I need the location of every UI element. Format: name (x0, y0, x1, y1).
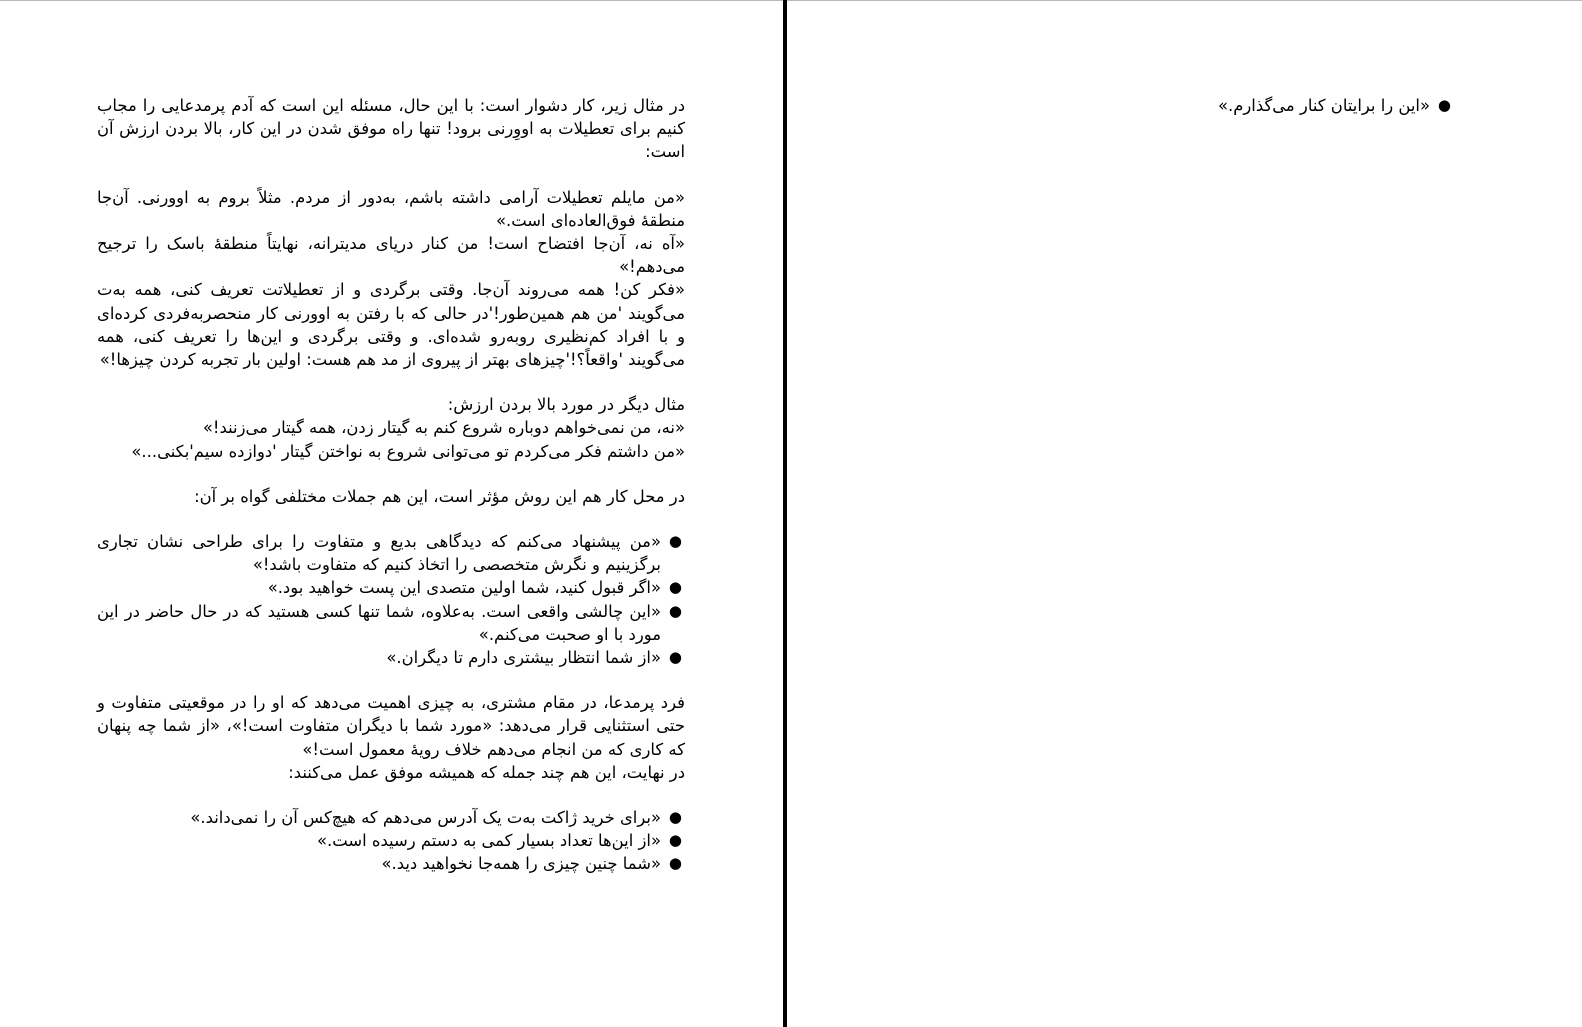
list-item: ● «از شما انتظار بیشتری دارم تا دیگران.» (97, 646, 661, 669)
bullet-icon: ● (668, 831, 682, 850)
dialogue-line: «آه نه، آن‌جا افتضاح است! من کنار دریای مدیترانه، نهایتاً منطقهٔ باسک را ترجیح می‌دهم!» (97, 234, 685, 277)
list-item: ● «شما چنین چیزی را همه‌جا نخواهید دید.» (97, 852, 661, 875)
customer-paragraph (97, 691, 685, 784)
dialogue-line: «فکر کن! همه می‌روند آن‌جا. وقتی برگردی و از تعطیلاتت تعریف کنی، همه به‌ت می‌گویند 'من هم همین‌طور!'در حالی که با رفتن به اوورنی کار منحصربه‌فردی کرده‌ای و با افراد کم‌نظیری روبه‌رو شده‌ای. و وقتی برگردی و این‌ها را تعریف کنی، همه می‌گویند 'واقعاً؟!'چیزهای بهتر از پیروی از مد هم هست: اولین بار تجربه کردن چیزها!» (97, 280, 685, 370)
dialogue-line: «من مایلم تعطیلات آرامی داشته باشم، به‌دور از مردم. مثلاً بروم به اوورنی. آن‌جا منطقهٔ فوق‌العاده‌ای است.» (97, 187, 685, 230)
top-edge-line (0, 0, 1582, 1)
bullet-icon: ● (668, 854, 682, 873)
final-list (97, 806, 685, 876)
workplace-intro: در محل کار هم این روش مؤثر است، این هم جملات مختلفی گواه بر آن: (194, 486, 685, 506)
second-example-block (97, 393, 685, 463)
list-item: ● «اگر قبول کنید، شما اولین متصدی این پست خواهید بود.» (97, 576, 661, 599)
paragraph-text: در نهایت، این هم چند جمله که همیشه موفق عمل می‌کنند: (288, 762, 685, 782)
bullet-icon: ● (668, 808, 682, 827)
example-heading: مثال دیگر در مورد بالا بردن ارزش: (447, 395, 685, 415)
workplace-list (97, 530, 685, 669)
page-divider (783, 0, 787, 1027)
right-page (1000, 94, 1454, 117)
bullet-icon: ● (668, 648, 682, 667)
list-item: ● «این را برایتان کنار می‌گذارم.» (1000, 94, 1430, 117)
dialogue-line: «من داشتم فکر می‌کردم تو می‌توانی شروع به نواختن گیتار 'دوازده سیم'بکنی...» (131, 441, 685, 461)
bullet-icon: ● (668, 532, 682, 551)
list-item: ● «از این‌ها تعداد بسیار کمی به دستم رسیده است.» (97, 829, 661, 852)
list-item: ● «برای خرید ژاکت به‌ت یک آدرس می‌دهم که هیچ‌کس آن را نمی‌داند.» (97, 806, 661, 829)
bullet-icon: ● (668, 578, 682, 597)
bullet-icon: ● (668, 601, 682, 620)
dialogue-block (97, 186, 685, 372)
continued-list (1000, 94, 1454, 117)
bullet-icon: ● (1437, 96, 1451, 114)
intro-paragraph: در مثال زیر، کار دشوار است: با این حال، مسئله این است که آدم پرمدعایی را مجاب کنیم برای تعطیلات به اووِرنی برود! تنها راه موفق شدن در این کار، بالا بردن ارزش آن است: (97, 96, 685, 162)
left-page (97, 94, 685, 876)
dialogue-line: «نه، من نمی‌خواهم دوباره شروع کنم به گیتار زدن، همه گیتار می‌زنند!» (202, 418, 685, 438)
list-item: ● «این چالشی واقعی است. به‌علاوه، شما تنها کسی هستید که در حال حاضر در این مورد با او صحبت می‌کنم.» (97, 601, 682, 644)
paragraph-text: فرد پرمدعا، در مقام مشتری، به چیزی اهمیت می‌دهد که او را در موقعیتی متفاوت و حتی استثنایی قرار می‌دهد: «مورد شما با دیگران متفاوت است!»، «از شما چه پنهان که کاری که من انجام می‌دهم خلاف رویهٔ معمول است!» (97, 693, 685, 759)
list-item: ● «من پیشنهاد می‌کنم که دیدگاهی بدیع و متفاوت را برای طراحی نشان تجاری برگزینیم و نگرش متخصصی را اتخاذ کنیم که متفاوت باشد!» (97, 532, 682, 575)
